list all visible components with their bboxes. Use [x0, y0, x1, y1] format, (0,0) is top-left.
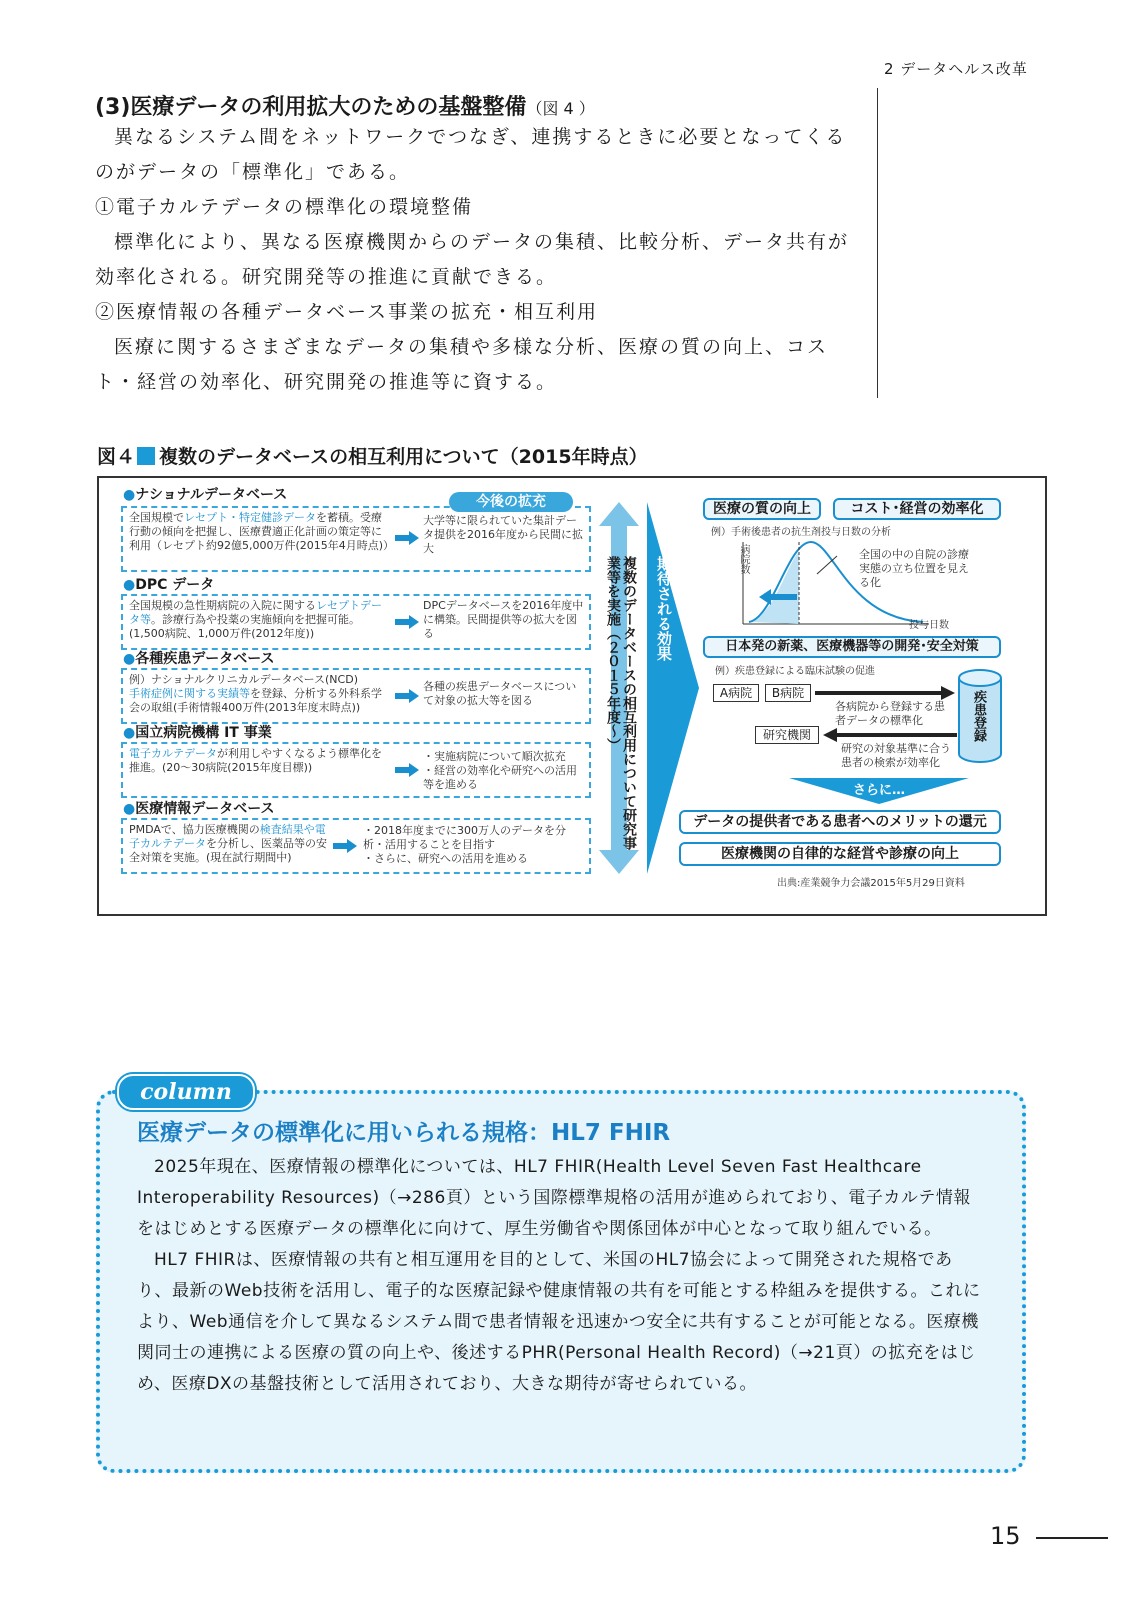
- register-note: 各病院から登録する患者データの標準化: [835, 700, 945, 727]
- registry-label: 疾患登録: [971, 690, 986, 742]
- effect-tag: 日本発の新薬、医療機器等の開発･安全対策: [703, 636, 1001, 658]
- chart-x-axis: 投与日数: [909, 620, 949, 631]
- effect-example: 例）疾患登録による臨床試験の促進: [715, 666, 875, 677]
- hospital-a: A病院: [713, 684, 759, 702]
- figure-box: [97, 476, 1047, 916]
- further-label: さらに…: [852, 783, 905, 798]
- category-desc: 電子カルテデータが利用しやすくなるよう標準化を推進。(20〜30病院(2015年度目標)): [129, 747, 382, 774]
- page-number: 15: [990, 1522, 1021, 1550]
- left-arrow-icon: [823, 727, 957, 743]
- paragraph: 標準化により、異なる医療機関からのデータの集積、比較分析、データ共有が効率化される。研究開発等の推進に貢献できる。: [95, 231, 850, 288]
- category-plan: ・実施病院について順次拡充 ・経営の効率化や研究への活用等を進める: [423, 750, 577, 791]
- center-vertical-text: 複数のデータベースの相互利用について研究事業等を実施（２０１５年度〜）: [605, 556, 637, 850]
- category-plan: 大学等に限られていた集計データ提供を2016年度から民間に拡大: [423, 514, 583, 555]
- category-desc: 全国規模の急性期病院の入院に関するレセプトデータ等。診療行為や投薬の実施傾向を把握可能。(1,500病院、1,000万件(2012年度)): [129, 599, 382, 640]
- subheading: ①電子カルテデータの標準化の環境整備: [95, 196, 474, 218]
- paragraph: 異なるシステム間をネットワークでつなぎ、連携するときに必要となってくるのがデータの「標準化」である。: [95, 126, 847, 183]
- paragraph: 医療に関するさまざまなデータの集積や多様な分析、医療の質の向上、コスト・経営の効率化、研究開発の推進等に資する。: [95, 336, 829, 393]
- category-title: ●国立病院機構 IT 事業: [123, 725, 272, 741]
- figure-label: 図４: [97, 446, 136, 468]
- section-heading: 医療データの利用拡大のための基盤整備: [130, 95, 527, 120]
- category-desc: 全国規模でレセプト・特定健診データを蓄積。受療行動の傾向を把握し、医療費適正化計画の策定等に利用（レセプト約92億5,000万件(2015年4月時点)）: [129, 511, 395, 552]
- category-title: ●ナショナルデータベース: [123, 487, 288, 503]
- right-arrow-icon: [815, 685, 955, 701]
- right-arrow-icon: [395, 531, 419, 545]
- effect-tag: 医療の質の向上: [703, 498, 821, 520]
- effect-vertical-text: 期待される効果: [655, 556, 673, 661]
- category-desc: PMDAで、協力医療機関の検査結果や電子カルテデータを分析し、医薬品等の安全対策を実施。(現在試行期間中): [129, 823, 327, 864]
- section-title: [95, 90, 595, 121]
- future-label: 今後の拡充: [449, 492, 573, 512]
- effect-tag: コスト･経営の効率化: [833, 498, 1001, 520]
- category-desc: 例）ナショナルクリニカルデータベース(NCD) 手術症例に関する実績等を登録、分析する外科系学会の取組(手術情報400万件(2013年度末時点)): [129, 673, 382, 714]
- subheading: ②医療情報の各種データベース事業の拡充・相互利用: [95, 301, 599, 323]
- result-box: データの提供者である患者へのメリットの還元: [679, 810, 1001, 834]
- column-paragraph: 2025年現在、医療情報の標準化については、HL7 FHIR(Health Level Seven Fast Healthcare Interoperability Resources)（→286頁）という国際標準規格の活用が進められており、電子カルテ情報をはじめとする医療データの標準化に向けて、厚生労働省や関係団体が中心となって取り組んでいる。: [137, 1157, 971, 1239]
- margin-rule: [877, 88, 878, 398]
- section-number: (3): [95, 95, 131, 120]
- right-arrow-icon: [395, 689, 419, 703]
- figure-title: [97, 442, 648, 469]
- category-title: ●DPC データ: [123, 577, 215, 593]
- figure-heading: 複数のデータベースの相互利用について（2015年時点）: [159, 446, 648, 468]
- effect-example: 例）手術後患者の抗生剤投与日数の分析: [711, 527, 891, 538]
- figure-source: 出典:産業競争力会議2015年5月29日資料: [777, 878, 965, 889]
- category-plan: 各種の疾患データベースについて対象の拡大等を図る: [423, 680, 577, 707]
- chart-y-axis: 病院数: [738, 544, 749, 574]
- column-badge: column: [117, 1074, 255, 1110]
- category-title: ●医療情報データベース: [123, 801, 275, 817]
- running-head: 2 データヘルス改革: [884, 60, 1028, 78]
- hospital-b: B病院: [765, 684, 811, 702]
- chart-note: 全国の中の自院の診療実態の立ち位置を見える化: [859, 548, 969, 589]
- right-arrow-icon: [395, 615, 419, 629]
- section-figure-ref: （図 4 ）: [526, 99, 595, 118]
- result-box: 医療機関の自律的な経営や診療の向上: [679, 842, 1001, 866]
- category-plan: ・2018年度までに300万人のデータを分析・活用することを目指す ・さらに、研究への活用を進める: [363, 824, 566, 865]
- search-note: 研究の対象基準に合う患者の検索が効率化: [841, 742, 951, 769]
- section-body: [95, 120, 865, 400]
- column-title: 医療データの標準化に用いられる規格：HL7 FHIR: [137, 1120, 671, 1146]
- right-arrow-icon: [395, 763, 419, 777]
- research-org: 研究機関: [755, 726, 819, 744]
- square-icon: [137, 447, 155, 465]
- right-arrow-icon: [333, 839, 357, 853]
- column-body: [137, 1152, 987, 1400]
- column-paragraph: HL7 FHIRは、医療情報の共有と相互運用を目的として、米国のHL7協会によって開発された規格であり、最新のWeb技術を活用し、電子的な医療記録や健康情報の共有を可能とする枠組みを提供する。これにより、Web通信を介して異なるシステム間で患者情報を迅速かつ安全に共有することが可能となる。医療機関同士の連携による医療の質の向上や、後述するPHR(Personal Health Record)（→21頁）の拡充をはじめ、医療DXの基盤技術として活用されており、大きな期待が寄せられている。: [137, 1250, 981, 1394]
- category-plan: DPCデータベースを2016年度中に構築。民間提供等の拡大を図る: [423, 599, 584, 640]
- category-title: ●各種疾患データベース: [123, 651, 275, 667]
- page-number-rule: [1036, 1537, 1108, 1539]
